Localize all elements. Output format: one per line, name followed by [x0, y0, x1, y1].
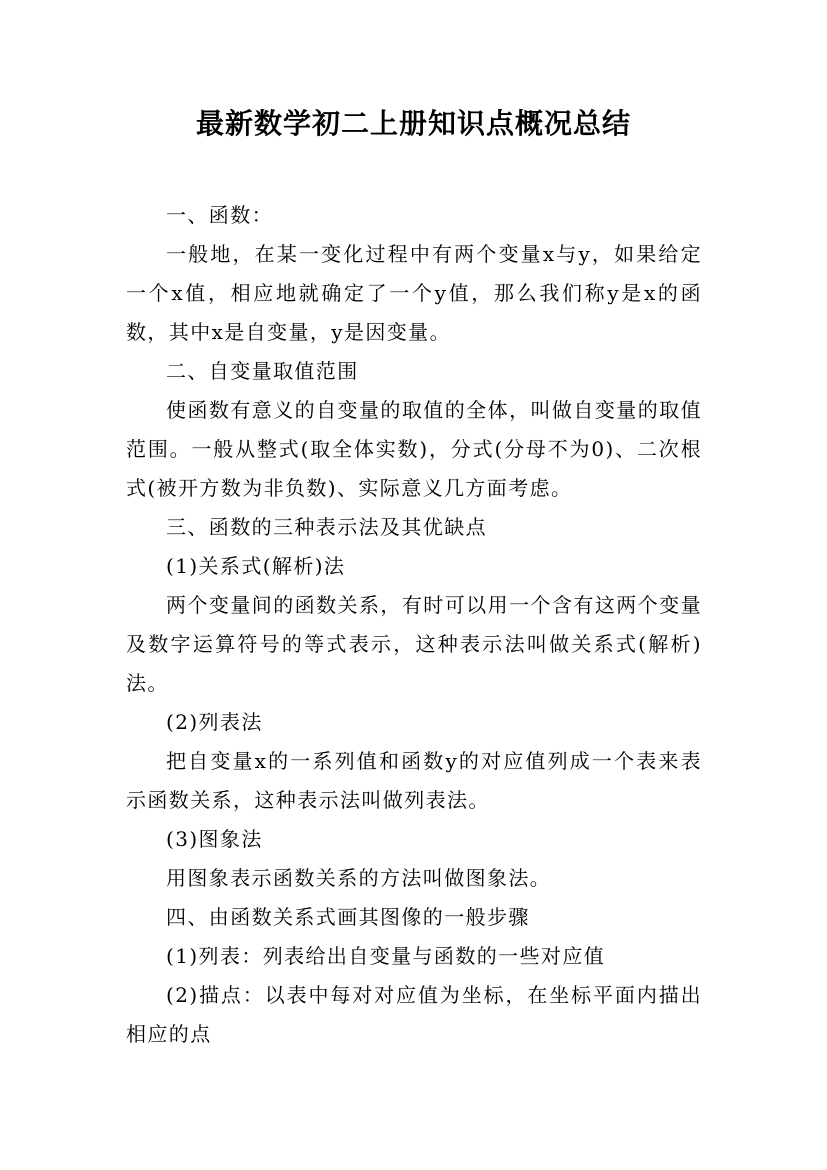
paragraph-function-definition: 一般地，在某一变化过程中有两个变量x与y，如果给定一个x值，相应地就确定了一个y值，那么我们称y是x的函数，其中x是自变量，y是因变量。	[126, 242, 702, 344]
document-title: 最新数学初二上册知识点概况总结	[195, 107, 631, 140]
subheading-table-method: (2)列表法	[166, 710, 263, 734]
subheading-analytic-method: (1)关系式(解析)法	[166, 554, 346, 578]
section-heading-function: 一、函数：	[166, 203, 273, 227]
document-body	[126, 196, 702, 1054]
paragraph-analytic-method: 两个变量间的函数关系，有时可以用一个含有这两个变量及数字运算符号的等式表示，这种表示法叫做关系式(解析)法。	[126, 593, 702, 695]
step-make-table: (1)列表：列表给出自变量与函数的一些对应值	[166, 944, 606, 968]
paragraph-graph-method: 用图象表示函数关系的方法叫做图象法。	[166, 866, 552, 890]
paragraph-table-method: 把自变量x的一系列值和函数y的对应值列成一个表来表示函数关系，这种表示法叫做列表法。	[126, 749, 702, 812]
step-plot-points: (2)描点：以表中每对对应值为坐标，在坐标平面内描出相应的点	[126, 983, 702, 1046]
section-heading-domain: 二、自变量取值范围	[166, 359, 359, 383]
paragraph-domain-definition: 使函数有意义的自变量的取值的全体，叫做自变量的取值范围。一般从整式(取全体实数)，分式(分母不为0)、二次根式(被开方数为非负数)、实际意义几方面考虑。	[126, 398, 702, 500]
subheading-graph-method: (3)图象法	[166, 827, 263, 851]
section-heading-graphing-steps: 四、由函数关系式画其图像的一般步骤	[166, 905, 530, 929]
section-heading-representations: 三、函数的三种表示法及其优缺点	[166, 515, 487, 539]
